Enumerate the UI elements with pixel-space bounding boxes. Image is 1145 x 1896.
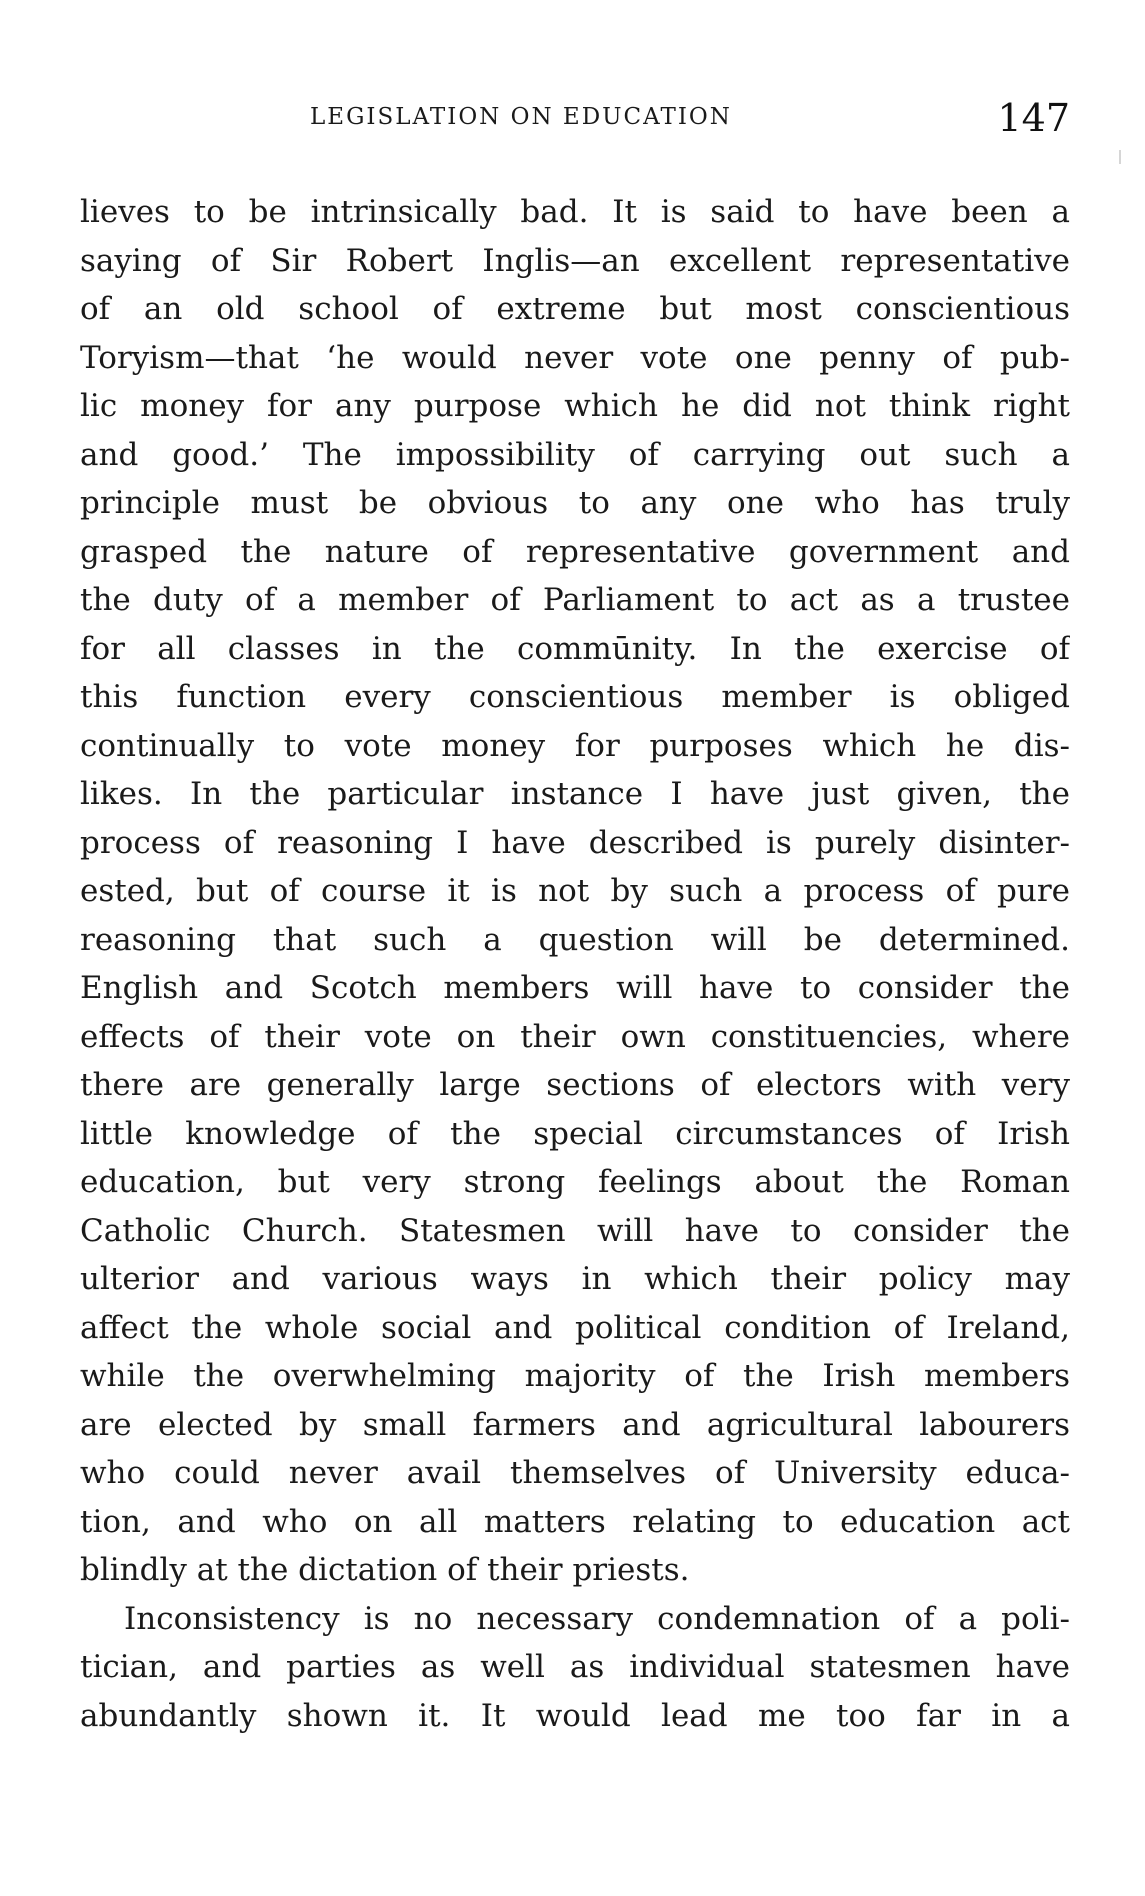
text-line: blindly at the dictation of their priests.: [80, 1552, 690, 1588]
text-line: and good.’ The impossibility of carrying out such a: [80, 436, 1070, 473]
text-line: principle must be obvious to any one who has truly: [80, 485, 1070, 521]
text-line: ulterior and various ways in which their policy may: [80, 1261, 1070, 1297]
paragraph-1: [80, 188, 1070, 1595]
text-line: lieves to be intrinsically bad. It is said to have been a: [80, 194, 1070, 230]
margin-mark: [1119, 150, 1121, 164]
running-title: LEGISLATION ON EDUCATION: [310, 104, 732, 130]
paragraph-2: [80, 1595, 1070, 1741]
text-line: the duty of a member of Parliament to act as a trustee: [80, 582, 1070, 618]
text-line: English and Scotch members will have to consider the: [80, 970, 1070, 1006]
text-line: Toryism—that ‘he would never vote one penny of pub-: [80, 339, 1070, 376]
page-number: 147: [997, 96, 1070, 140]
text-line: tician, and parties as well as individual statesmen have: [80, 1649, 1070, 1685]
text-line: grasped the nature of representative government and: [80, 533, 1070, 570]
text-line: of an old school of extreme but most conscientious: [80, 291, 1070, 327]
text-line: abundantly shown it. It would lead me too far in a: [80, 1697, 1070, 1734]
text-line: tion, and who on all matters relating to education act: [80, 1503, 1070, 1540]
body-text: [80, 188, 1070, 1740]
text-line: process of reasoning I have described is purely disinter-: [80, 824, 1070, 861]
text-line: effects of their vote on their own constituencies, where: [80, 1018, 1070, 1055]
text-line: for all classes in the commūnity. In the exercise of: [80, 630, 1070, 667]
text-line: there are generally large sections of electors with very: [80, 1067, 1070, 1103]
text-line: while the overwhelming majority of the Irish members: [80, 1358, 1070, 1394]
text-line: little knowledge of the special circumstances of Irish: [80, 1115, 1070, 1152]
text-line: saying of Sir Robert Inglis—an excellent representative: [80, 242, 1070, 279]
text-line: continually to vote money for purposes which he dis-: [80, 727, 1070, 764]
text-line: are elected by small farmers and agricultural labourers: [80, 1406, 1070, 1443]
text-line: education, but very strong feelings about the Roman: [80, 1164, 1070, 1200]
text-line: lic money for any purpose which he did not think right: [80, 388, 1070, 424]
running-head: [80, 96, 1070, 150]
text-line: who could never avail themselves of University educa-: [80, 1455, 1070, 1491]
text-line: Catholic Church. Statesmen will have to consider the: [80, 1212, 1070, 1249]
text-line: likes. In the particular instance I have just given, the: [80, 776, 1070, 812]
text-line: Inconsistency is no necessary condemnation of a poli-: [124, 1600, 1070, 1637]
text-line: affect the whole social and political condition of Ireland,: [80, 1309, 1070, 1346]
text-line: reasoning that such a question will be determined.: [80, 921, 1070, 958]
text-line: this function every conscientious member is obliged: [80, 679, 1070, 715]
text-line: ested, but of course it is not by such a process of pure: [80, 873, 1070, 909]
